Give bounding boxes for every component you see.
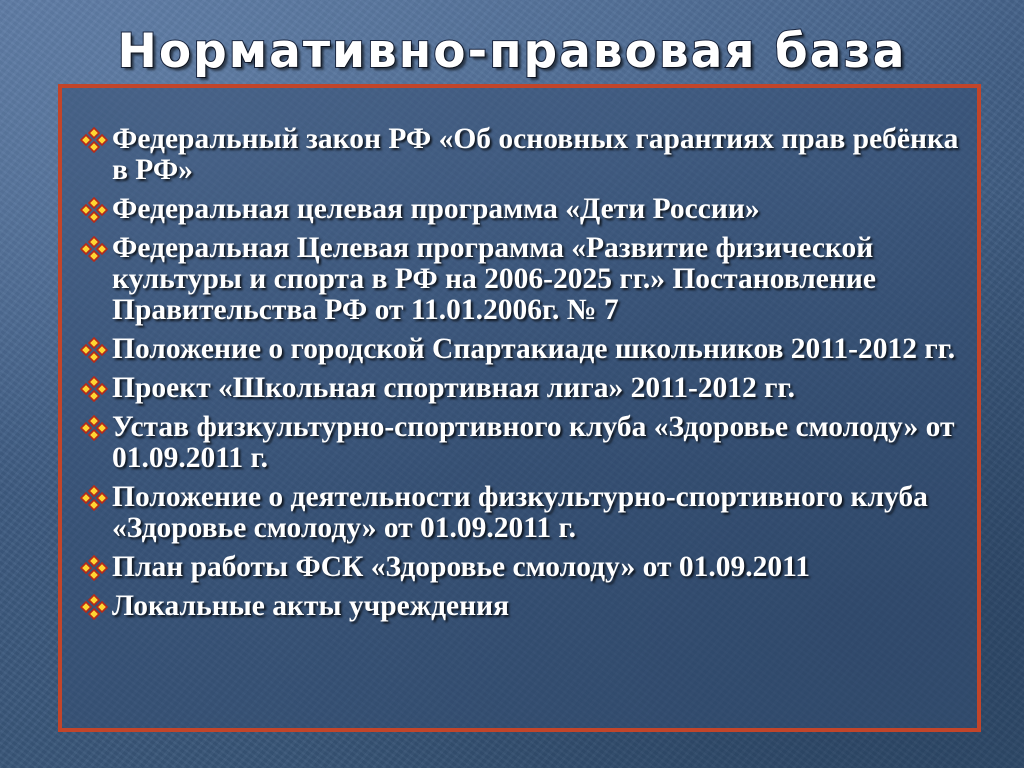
bullet-list [76,124,971,630]
list-item-text: Федеральный закон РФ «Об основных гарантиях прав ребёнка в РФ» [112,123,959,186]
four-diamond-bullet-icon [78,337,110,363]
list-item-text: Федеральная Целевая программа «Развитие физической культуры и спорта в РФ на 2006-2025 гг.» Постановление Правительства РФ от 11.01.2006г. № 7 [112,232,876,326]
list-item [76,552,971,583]
list-item [76,412,971,474]
list-item-text: Устав физкультурно-спортивного клуба «Здоровье смолоду» от 01.09.2011 г. [112,411,955,474]
four-diamond-bullet-icon [78,197,110,223]
four-diamond-bullet-icon [78,236,110,262]
list-item [76,373,971,404]
list-item [76,334,971,365]
four-diamond-bullet-icon [78,594,110,620]
list-item-text: Локальные акты учреждения [112,590,510,622]
four-diamond-bullet-icon [78,127,110,153]
four-diamond-bullet-icon [78,415,110,441]
four-diamond-bullet-icon [78,555,110,581]
list-item [76,591,971,622]
list-item-text: Проект «Школьная спортивная лига» 2011-2012 гг. [112,372,795,404]
list-item [76,233,971,326]
list-item [76,124,971,186]
list-item-text: Положение о городской Спартакиаде школьников 2011-2012 гг. [112,333,956,365]
four-diamond-bullet-icon [78,376,110,402]
slide-title: Нормативно-правовая база [117,24,907,79]
list-item [76,194,971,225]
four-diamond-bullet-icon [78,485,110,511]
list-item-text: Федеральная целевая программа «Дети России» [112,193,760,225]
list-item-text: Положение о деятельности физкультурно-спортивного клуба «Здоровье смолоду» от 01.09.2011 г. [112,481,928,544]
content-frame [58,84,981,732]
list-item [76,482,971,544]
list-item-text: План работы ФСК «Здоровье смолоду» от 01.09.2011 [112,551,810,583]
